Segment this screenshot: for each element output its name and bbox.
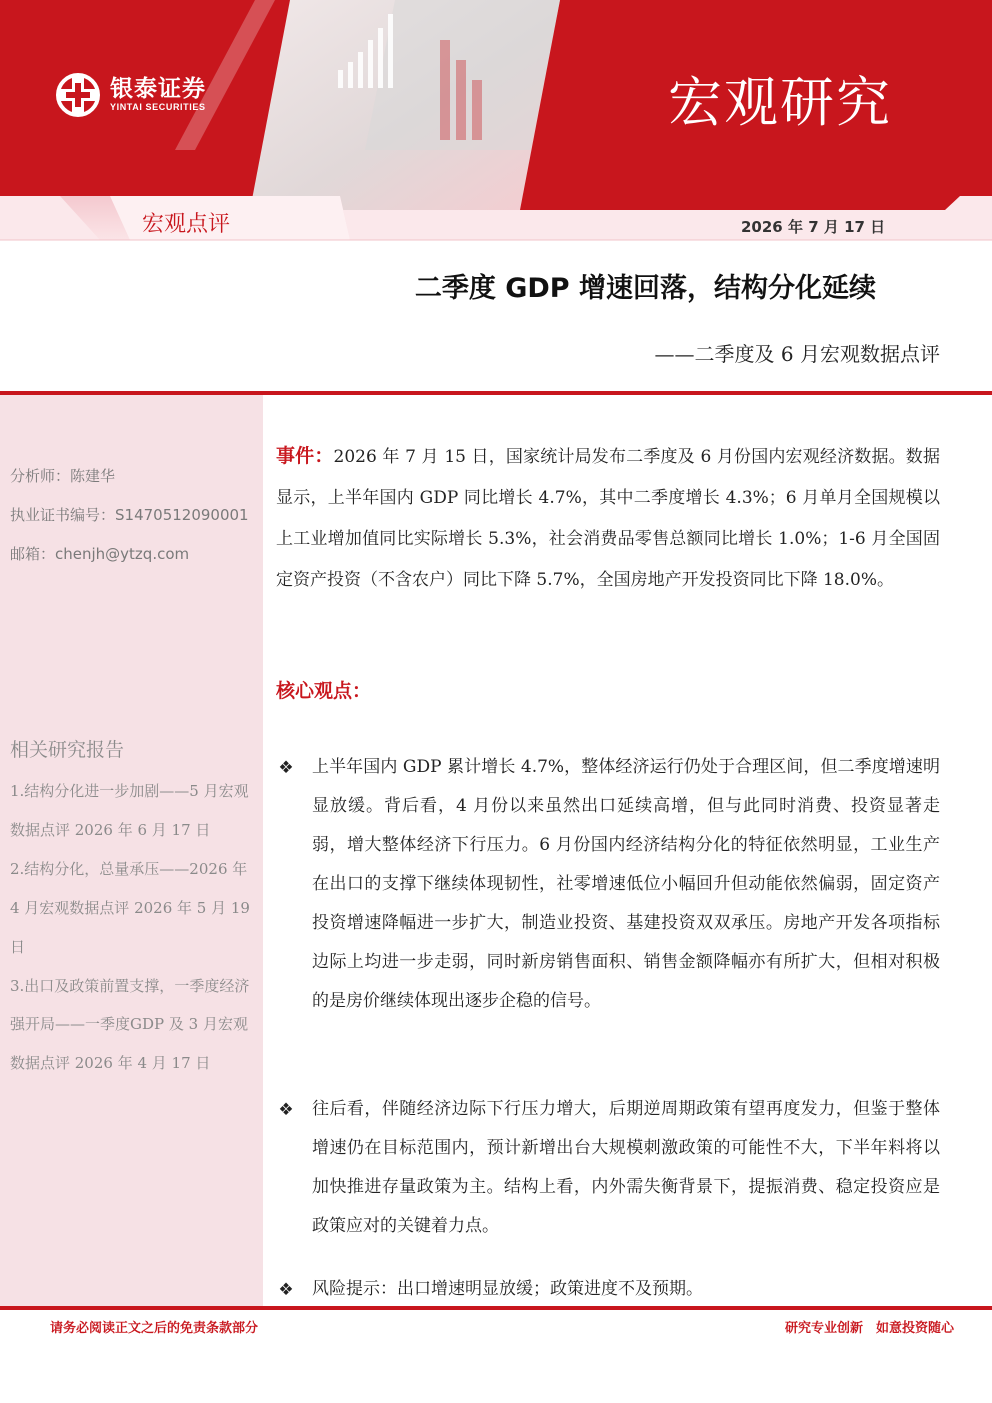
core-views-heading: 核心观点： [276,680,372,702]
header-banner [0,0,992,245]
core-bullet-3 [276,1270,940,1309]
analyst-license: 执业证书编号：S1470512090001 [10,506,249,524]
related-reports-heading: 相关研究报告 [10,739,125,761]
logo-name-en: YINTAI SECURITIES [110,102,206,112]
report-subtitle: ——二季度及 6 月宏观数据点评 [654,342,940,366]
analyst-name: 分析师：陈建华 [10,467,116,485]
event-paragraph [276,436,940,601]
analyst-email[interactable]: 邮箱：chenjh@ytzq.com [10,545,190,563]
diamond-bullet-icon: ❖ [278,1099,294,1120]
disclaimer-notice[interactable]: 请务必阅读正文之后的免责条款部分 [50,1321,259,1336]
related-report-2[interactable]: 2.结构分化，总量承压——2026 年 4 月宏观数据点评 2026 年 5 月 19 日 [10,859,250,956]
core-bullet-text: 上半年国内 GDP 累计增长 4.7%，整体经济运行仍处于合理区间，但二季度增速明显放缓。背后看，4 月份以来虽然出口延续高增，但与此同时消费、投资显著走弱，增大整体经济下行压力。6 月份国内经济结构分化的特征依然明显，工业生产在出口的支撑下继续体现韧性，社零增速低位小幅回升但动能依然偏弱，固定资产投资增速降幅进一步扩大，制造业投资、基建投资双双承压。房地产开发各项指标边际上均进一步走弱，同时新房销售面积、销售金额降幅亦有所扩大，但相对积极的是房价继续体现出逐步企稳的信号。 [312,757,940,1011]
risk-warning-text: 风险提示：出口增速明显放缓；政策进度不及预期。 [312,1279,703,1299]
core-bullet-2 [276,1090,940,1246]
report-subtype: 宏观点评 [142,212,231,237]
footer-slogan: 研究专业创新 如意投资随心 [784,1321,954,1336]
report-type: 宏观研究 [668,71,892,134]
event-label: 事件： [276,445,334,467]
logo-icon [56,73,100,117]
related-report-3[interactable]: 3.出口及政策前置支撑，一季度经济强开局——一季度GDP 及 3 月宏观数据点评 2026 年 4 月 17 日 [10,976,250,1073]
related-reports-list [10,772,256,1083]
company-logo [56,73,206,117]
diamond-bullet-icon: ❖ [278,757,294,778]
event-text: 2026 年 7 月 15 日，国家统计局发布二季度及 6 月份国内宏观经济数据。数据显示，上半年国内 GDP 同比增长 4.7%，其中二季度增长 4.3%；6 月单月全国规模以上工业增加值同比实际增长 5.3%，社会消费品零售总额同比增长 1.0%；1-6 月全国固定资产投资（不含农户）同比下降 5.7%，全国房地产开发投资同比下降 18.0%。 [276,447,940,590]
report-date: 2026 年 7 月 17 日 [741,218,886,236]
footer-divider [0,1306,992,1310]
logo-name-cn: 银泰证券 [110,76,206,102]
diamond-bullet-icon: ❖ [278,1279,294,1300]
related-report-1[interactable]: 1.结构分化进一步加剧——5 月宏观数据点评 2026 年 6 月 17 日 [10,782,249,839]
core-bullet-text: 往后看，伴随经济边际下行压力增大，后期逆周期政策有望再度发力，但鉴于整体增速仍在目标范围内，预计新增出台大规模刺激政策的可能性不大，下半年料将以加快推进存量政策为主。结构上看，内外需失衡背景下，提振消费、稳定投资应是政策应对的关键着力点。 [312,1099,940,1236]
report-title: 二季度 GDP 增速回落，结构分化延续 [414,273,876,304]
core-bullet-1 [276,748,940,1021]
event-section [276,436,940,601]
